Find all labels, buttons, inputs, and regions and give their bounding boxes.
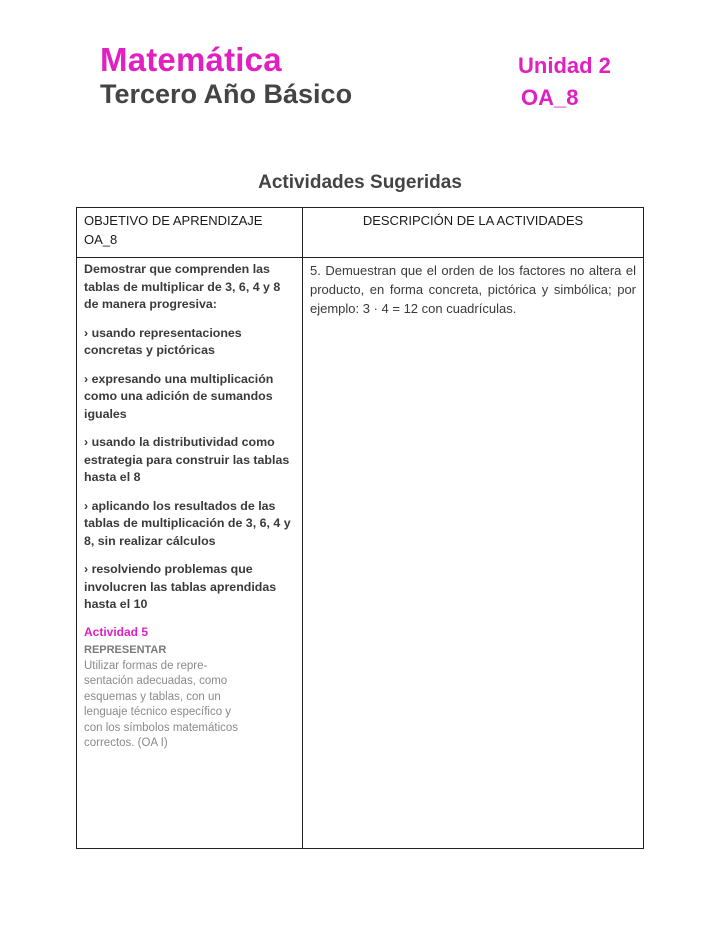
table-header-row [77,208,644,258]
activity-text: Utilizar formas de repre-sentación adecuadas, como esquemas y tablas, con un lenguaje técnico específico y con los símbolos matemáticos correctos. (OA I) [84,659,239,749]
objective-item: › resolviendo problemas que involucren las tablas aprendidas hasta el 10 [84,562,277,611]
objective-item: › usando representaciones concretas y pictóricas [84,325,242,357]
objective-intro: Demostrar que comprenden las tablas de multiplicar de 3, 6, 4 y 8 de manera progresiva: [84,262,281,311]
objective-item: › aplicando los resultados de las tablas de multiplicación de 3, 6, 4 y 8, sin realizar cálculos [84,498,291,548]
grade-title: Tercero Año Básico [100,79,353,109]
subject-title: Matemática [100,41,282,78]
description-text: 5. Demuestran que el orden de los factores no altera el producto, en forma concreta, pictórica y simbólica; por ejemplo: 3 · 4 = 12 con cuadrículas. [310,263,636,316]
activity-title: Actividad 5 [84,624,149,639]
unit-label: Unidad 2 [518,53,611,78]
objective-code: OA_8 [521,85,579,110]
objective-cell [77,258,303,849]
table-row [77,258,644,849]
activity-skill: REPRESENTAR [84,644,167,656]
description-cell [303,258,644,849]
section-title: Actividades Sugeridas [258,172,462,193]
activities-table [76,207,644,849]
header-objective: OBJETIVO DE APRENDIZAJE OA_8 [77,208,303,258]
activity-box [84,625,295,752]
header-description: DESCRIPCIÓN DE LA ACTIVIDADES [303,208,644,258]
objective-item: › expresando una multiplicación como una adición de sumandos iguales [84,371,274,421]
objective-item: › usando la distributividad como estrategia para construir las tablas hasta el 8 [84,435,290,484]
